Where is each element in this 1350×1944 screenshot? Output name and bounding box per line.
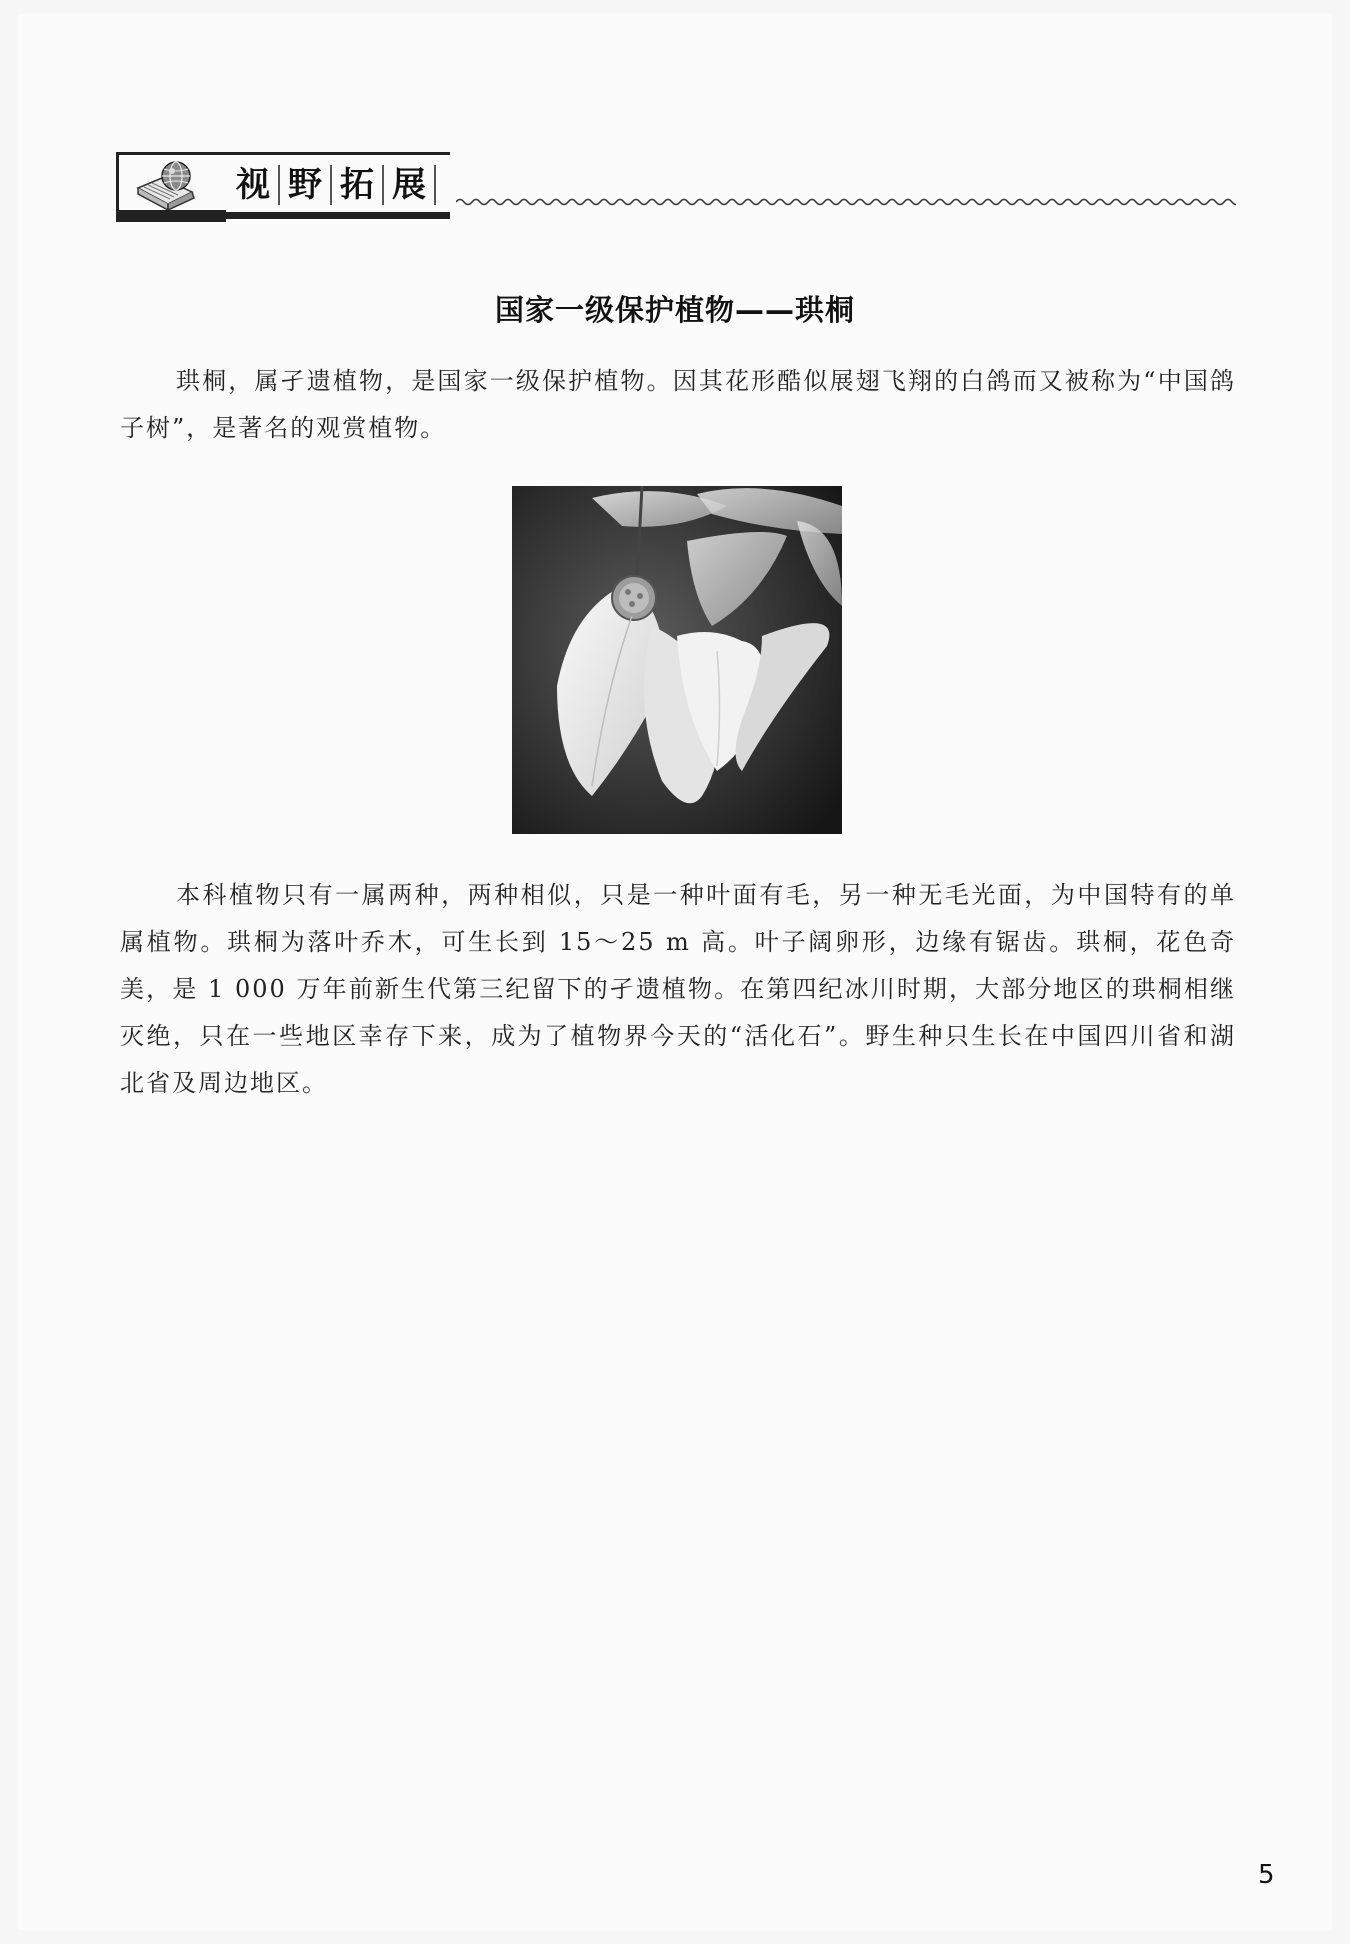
- section-title-char: 野: [280, 165, 332, 205]
- section-title: [236, 160, 436, 210]
- section-header: [116, 152, 1236, 224]
- dove-tree-flower-photo: [512, 486, 842, 834]
- book-globe-icon: [132, 158, 218, 210]
- decorative-wavy-rule: [456, 196, 1236, 208]
- article-title: 国家一级保护植物——珙桐: [494, 293, 855, 327]
- page-number: 5: [1258, 1860, 1275, 1890]
- section-title-char: 展: [384, 165, 436, 205]
- paragraph-intro: 珙桐，属孑遗植物，是国家一级保护植物。因其花形酷似展翅飞翔的白鸽而又被称为“中国鸽子树”，是著名的观赏植物。: [120, 367, 1236, 442]
- paragraph-description: 本科植物只有一属两种，两种相似，只是一种叶面有毛，另一种无毛光面，为中国特有的单属植物。珙桐为落叶乔木，可生长到 15～25 m 高。叶子阔卵形，边缘有锯齿。珙桐，花色奇美，是 1 000 万年前新生代第三纪留下的孑遗植物。在第四纪冰川时期，大部分地区的珙桐相继灭绝，只在一些地区幸存下来，成为了植物界今天的“活化石”。野生种只生长在中国四川省和湖北省及周边地区。: [120, 881, 1236, 1097]
- header-underline-tab: [116, 210, 226, 222]
- section-title-char: 视: [236, 165, 280, 205]
- section-title-char: 拓: [332, 165, 384, 205]
